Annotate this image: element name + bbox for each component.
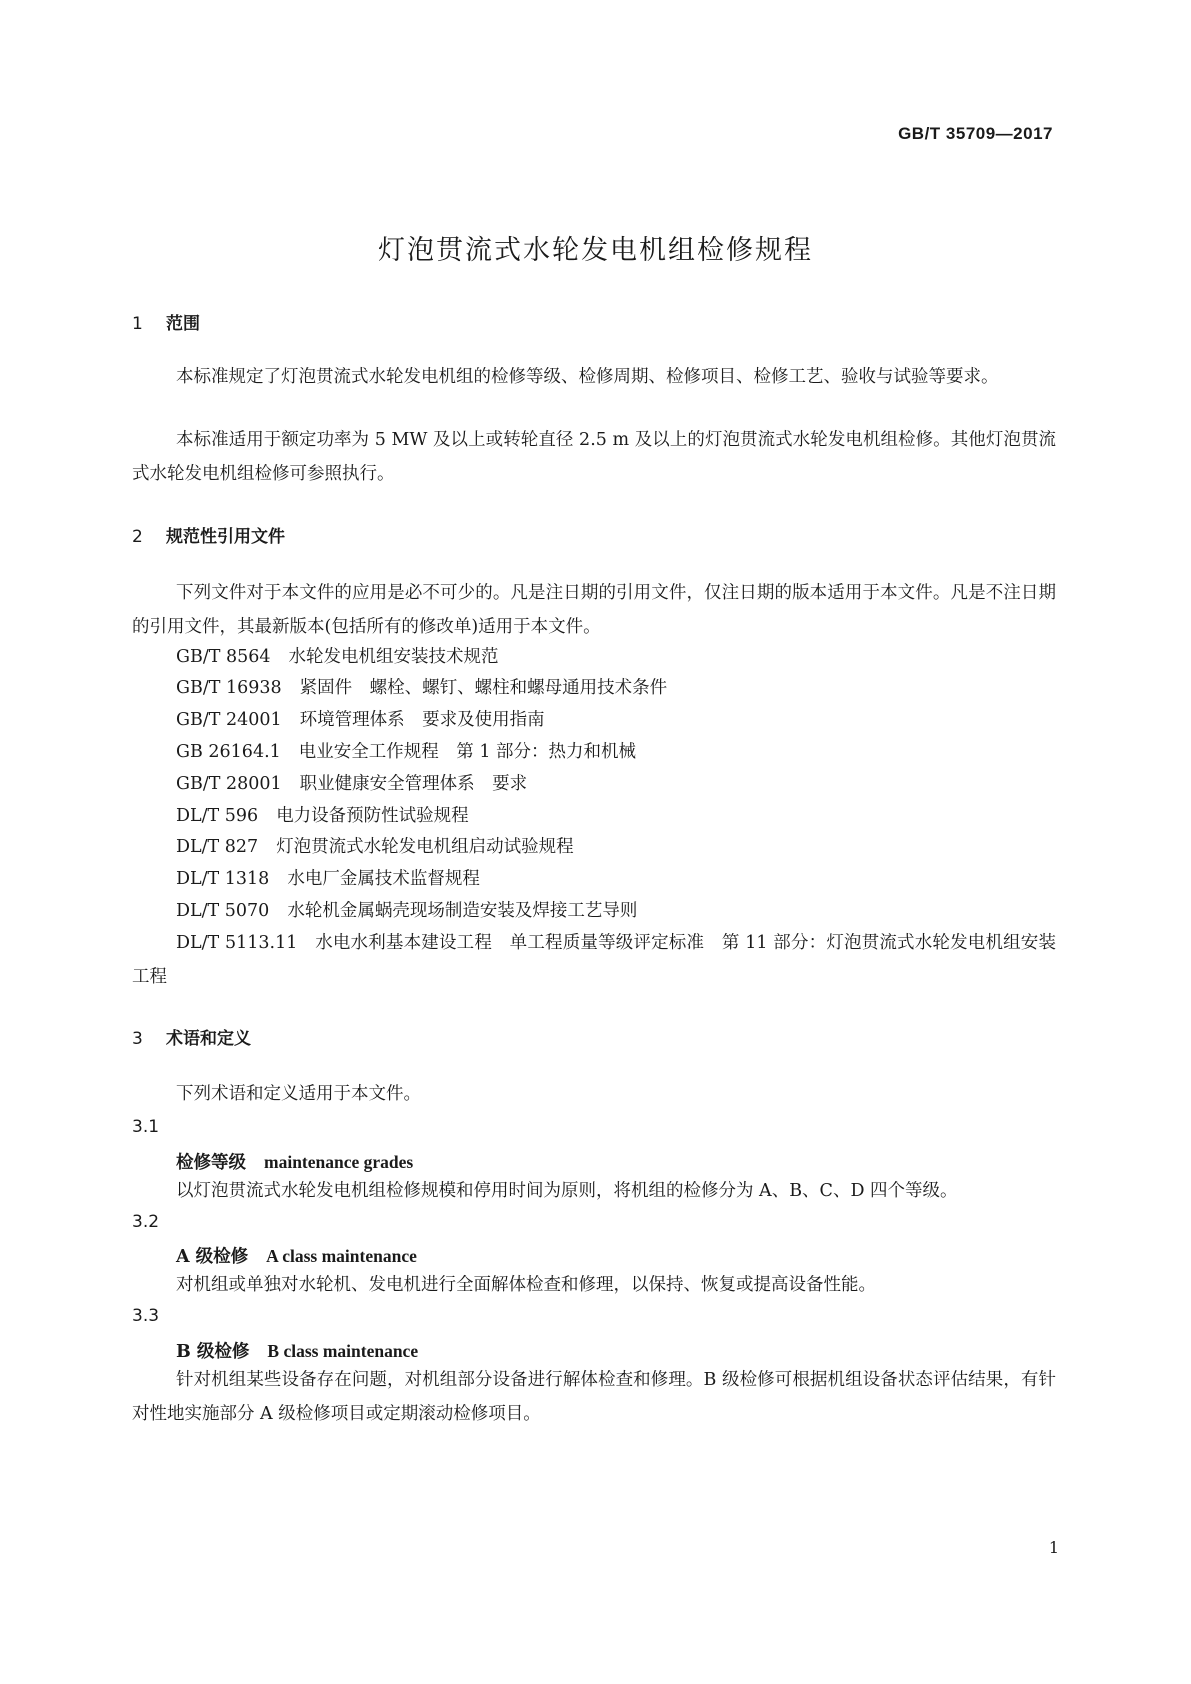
- reference-code: GB/T 16938: [176, 678, 282, 698]
- reference-code: GB/T 24001: [176, 710, 282, 730]
- term-name: [176, 1338, 418, 1363]
- reference-title: 电业安全工作规程 第 1 部分：热力和机械: [298, 742, 637, 762]
- reference-title: 紧固件 螺栓、螺钉、螺柱和螺母通用技术条件: [299, 678, 668, 698]
- term-name-zh: A 级检修: [176, 1247, 249, 1267]
- reference-title: 灯泡贯流式水轮发电机组启动试验规程: [276, 837, 574, 857]
- reference-item: [176, 671, 667, 705]
- reference-title: 水轮发电机组安装技术规范: [288, 647, 499, 667]
- term-number: 3.1: [132, 1117, 160, 1137]
- reference-item: [176, 735, 636, 769]
- reference-code: GB/T 8564: [176, 647, 271, 667]
- section-title: 规范性引用文件: [166, 527, 285, 547]
- reference-item: [176, 767, 527, 801]
- reference-item: [176, 894, 637, 928]
- page-number: 1: [1048, 1538, 1059, 1557]
- reference-item: [176, 799, 469, 833]
- standard-code: GB/T 35709—2017: [898, 124, 1053, 143]
- reference-item: [176, 703, 545, 737]
- term-name-zh: B 级检修: [176, 1342, 250, 1362]
- document-title: 灯泡贯流式水轮发电机组检修规程: [378, 235, 813, 266]
- term-definition: 对机组或单独对水轮机、发电机进行全面解体检查和修理，以保持、恢复或提高设备性能。: [176, 1275, 876, 1295]
- reference-title: 水电厂金属技术监督规程: [287, 869, 480, 889]
- term-definition: 针对机组某些设备存在问题，对机组部分设备进行解体检查和修理。B 级检修可根据机组设备状态评估结果，有针对性地实施部分 A 级检修项目或定期滚动检修项目。: [132, 1370, 1056, 1424]
- section-heading-normative-references: [132, 522, 285, 547]
- section-title: 范围: [166, 314, 200, 334]
- reference-title: 电力设备预防性试验规程: [276, 806, 469, 826]
- section-heading-terms-definitions: [132, 1024, 251, 1049]
- term-name-en: B class maintenance: [267, 1341, 419, 1361]
- term-name: [176, 1149, 413, 1174]
- term-name-en: A class maintenance: [266, 1246, 417, 1266]
- section-title: 术语和定义: [166, 1029, 251, 1049]
- scope-paragraph-2: 本标准适用于额定功率为 5 MW 及以上或转轮直径 2.5 m 及以上的灯泡贯流式水轮发电机组检修。其他灯泡贯流式水轮发电机组检修可参照执行。: [132, 430, 1056, 484]
- term-name-en: maintenance grades: [264, 1152, 414, 1172]
- term-definition: 以灯泡贯流式水轮发电机组检修规模和停用时间为原则，将机组的检修分为 A、B、C、D 四个等级。: [176, 1181, 958, 1201]
- reference-code: GB/T 28001: [176, 774, 282, 794]
- reference-code: DL/T 1318: [176, 869, 270, 889]
- term-name-zh: 检修等级: [176, 1153, 246, 1173]
- reference-item: [176, 830, 574, 864]
- section-number: 2: [132, 527, 143, 547]
- reference-title: 水轮机金属蜗壳现场制造安装及焊接工艺导则: [287, 901, 638, 921]
- reference-code: GB 26164.1: [176, 742, 281, 762]
- section-number: 1: [132, 314, 143, 334]
- reference-item: [176, 862, 480, 896]
- terms-intro: 下列术语和定义适用于本文件。: [176, 1084, 421, 1104]
- term-number: 3.2: [132, 1212, 160, 1232]
- reference-code: DL/T 596: [176, 806, 259, 826]
- section-heading-scope: [132, 309, 200, 334]
- scope-paragraph-1: 本标准规定了灯泡贯流式水轮发电机组的检修等级、检修周期、检修项目、检修工艺、验收与试验等要求。: [176, 367, 999, 387]
- term-number: 3.3: [132, 1306, 160, 1326]
- section-number: 3: [132, 1029, 143, 1049]
- term-name: [176, 1243, 417, 1268]
- reference-code: DL/T 827: [176, 837, 259, 857]
- reference-code: DL/T 5070: [176, 901, 270, 921]
- reference-item-long: DL/T 5113.11 水电水利基本建设工程 单工程质量等级评定标准 第 11 部分：灯泡贯流式水轮发电机组安装工程: [132, 933, 1056, 987]
- references-intro: 下列文件对于本文件的应用是必不可少的。凡是注日期的引用文件，仅注日期的版本适用于本文件。凡是不注日期的引用文件，其最新版本(包括所有的修改单)适用于本文件。: [132, 583, 1056, 637]
- reference-item: [176, 640, 499, 674]
- reference-title: 职业健康安全管理体系 要求: [299, 774, 528, 794]
- reference-title: 环境管理体系 要求及使用指南: [299, 710, 545, 730]
